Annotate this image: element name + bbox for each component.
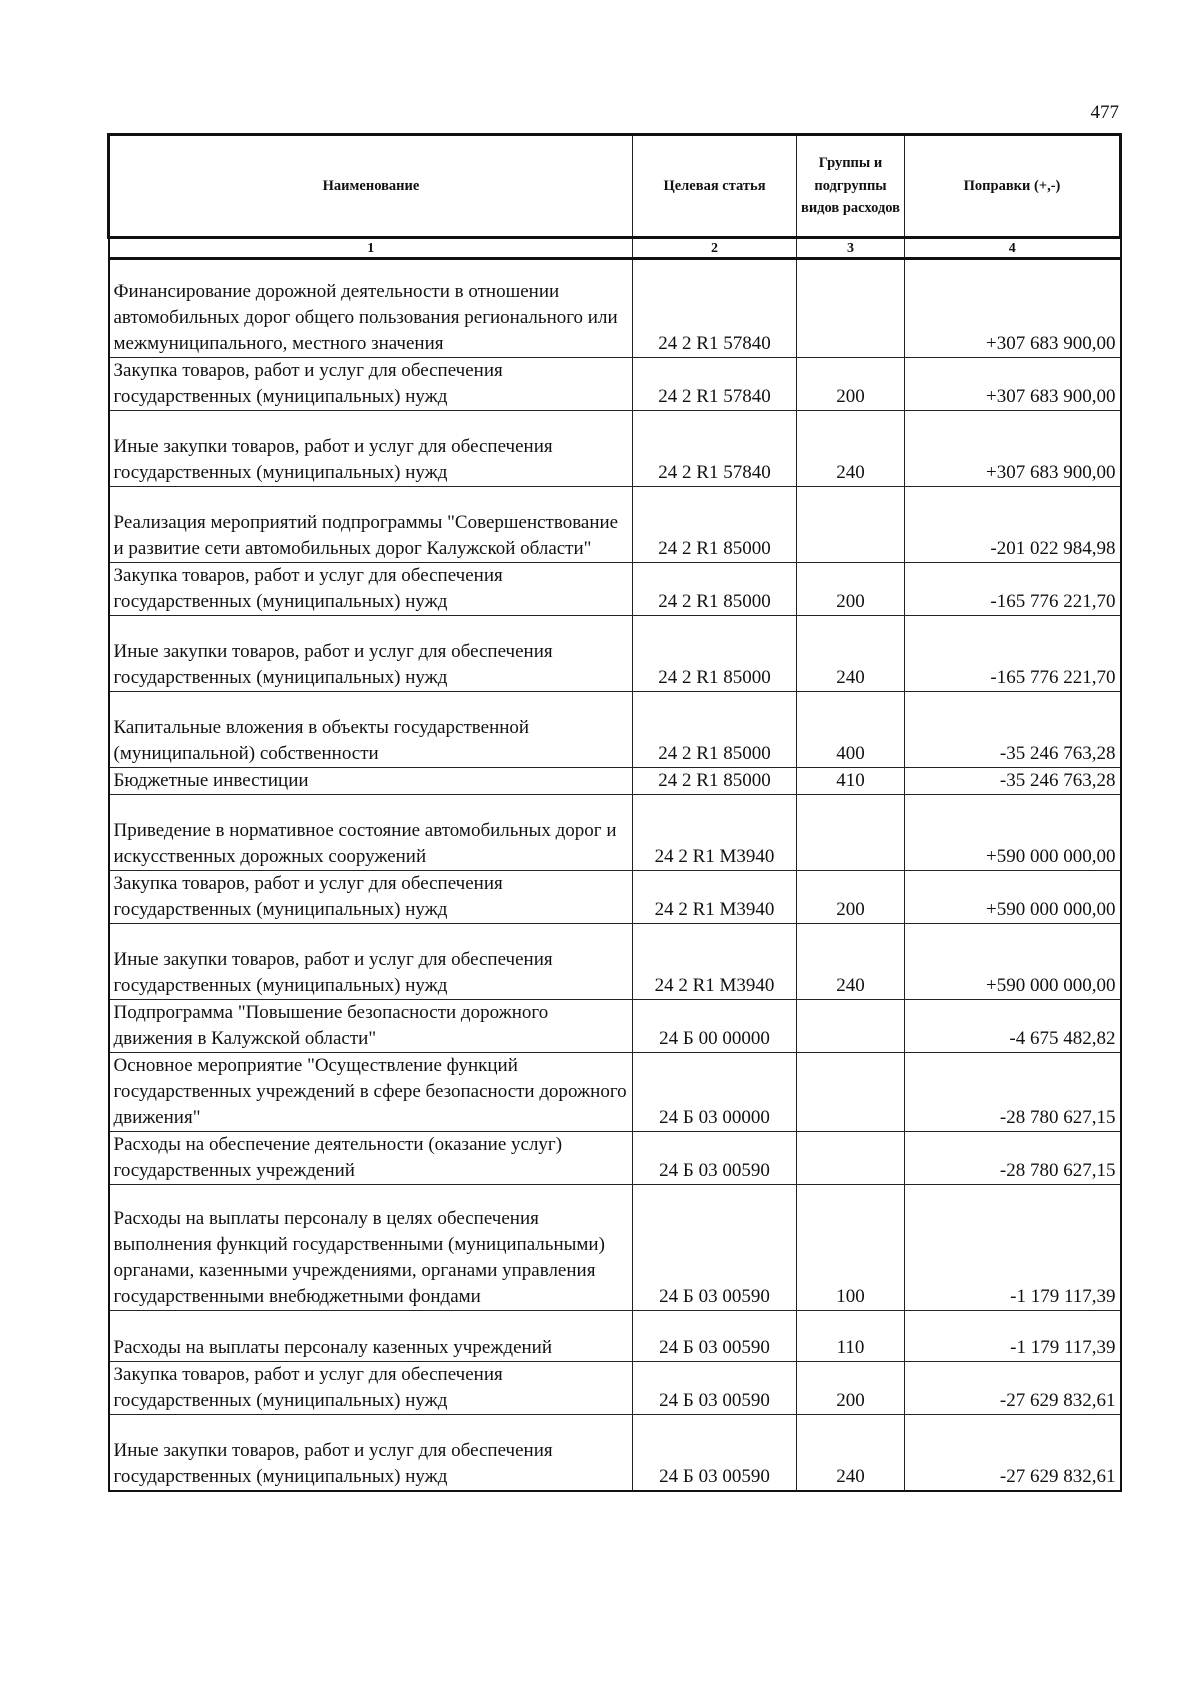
header-code: Целевая статья [633,135,797,238]
column-number: 4 [905,238,1121,259]
row-amendment-amount: -27 629 832,61 [905,1362,1121,1415]
row-amendment-amount: -35 246 763,28 [905,768,1121,795]
row-target-article: 24 Б 03 00590 [633,1362,797,1415]
row-name: Бюджетные инвестиции [109,768,633,795]
row-target-article: 24 2 R1 85000 [633,487,797,563]
row-target-article: 24 2 R1 85000 [633,616,797,692]
table-row [109,563,1121,616]
row-name: Иные закупки товаров, работ и услуг для обеспечения государственных (муниципальных) нужд [109,924,633,1000]
row-name: Реализация мероприятий подпрограммы "Совершенствование и развитие сети автомобильных дорог Калужской области" [109,487,633,563]
row-expense-group [797,259,905,358]
row-amendment-amount: -201 022 984,98 [905,487,1121,563]
row-name: Закупка товаров, работ и услуг для обеспечения государственных (муниципальных) нужд [109,358,633,411]
row-amendment-amount: -4 675 482,82 [905,1000,1121,1053]
table-row [109,768,1121,795]
row-name: Иные закупки товаров, работ и услуг для обеспечения государственных (муниципальных) нужд [109,616,633,692]
row-amendment-amount: +307 683 900,00 [905,411,1121,487]
table-body [109,259,1121,1491]
row-amendment-amount: +590 000 000,00 [905,871,1121,924]
row-name: Капитальные вложения в объекты государственной (муниципальной) собственности [109,692,633,768]
row-target-article: 24 Б 03 00590 [633,1132,797,1185]
header-group: Группы и подгруппы видов расходов [797,135,905,238]
table-row [109,1053,1121,1132]
table-row [109,1185,1121,1311]
row-amendment-amount: +590 000 000,00 [905,795,1121,871]
row-target-article: 24 Б 00 00000 [633,1000,797,1053]
row-expense-group: 200 [797,358,905,411]
row-target-article: 24 2 R1 57840 [633,358,797,411]
column-number: 2 [633,238,797,259]
table-row [109,487,1121,563]
budget-table [107,133,1122,1492]
header-name: Наименование [109,135,633,238]
row-expense-group: 100 [797,1185,905,1311]
row-target-article: 24 2 R1 85000 [633,563,797,616]
table-row [109,616,1121,692]
row-target-article: 24 2 R1 85000 [633,768,797,795]
row-expense-group [797,1053,905,1132]
row-name: Приведение в нормативное состояние автомобильных дорог и искусственных дорожных сооружений [109,795,633,871]
row-expense-group [797,1000,905,1053]
row-expense-group: 240 [797,411,905,487]
table-row [109,692,1121,768]
row-name: Финансирование дорожной деятельности в отношении автомобильных дорог общего пользования регионального или межмуниципального, местного значения [109,259,633,358]
row-name: Иные закупки товаров, работ и услуг для обеспечения государственных (муниципальных) нужд [109,411,633,487]
row-name: Подпрограмма "Повышение безопасности дорожного движения в Калужской области" [109,1000,633,1053]
row-amendment-amount: +307 683 900,00 [905,358,1121,411]
column-number: 1 [109,238,633,259]
row-amendment-amount: +590 000 000,00 [905,924,1121,1000]
row-expense-group [797,1132,905,1185]
row-amendment-amount: -28 780 627,15 [905,1132,1121,1185]
row-expense-group: 410 [797,768,905,795]
row-expense-group: 240 [797,1415,905,1491]
row-target-article: 24 2 R1 M3940 [633,871,797,924]
row-name: Расходы на обеспечение деятельности (оказание услуг) государственных учреждений [109,1132,633,1185]
row-amendment-amount: -1 179 117,39 [905,1311,1121,1362]
row-expense-group [797,487,905,563]
row-expense-group: 240 [797,616,905,692]
row-target-article: 24 Б 03 00000 [633,1053,797,1132]
row-amendment-amount: -165 776 221,70 [905,616,1121,692]
row-expense-group: 200 [797,1362,905,1415]
row-amendment-amount: -28 780 627,15 [905,1053,1121,1132]
header-amount: Поправки (+,-) [905,135,1121,238]
table-row [109,1000,1121,1053]
table-row [109,358,1121,411]
table-row [109,411,1121,487]
row-amendment-amount: -165 776 221,70 [905,563,1121,616]
row-amendment-amount: -1 179 117,39 [905,1185,1121,1311]
row-target-article: 24 2 R1 M3940 [633,924,797,1000]
row-expense-group [797,795,905,871]
table-row [109,1311,1121,1362]
row-target-article: 24 2 R1 M3940 [633,795,797,871]
table-row [109,924,1121,1000]
table-row [109,871,1121,924]
row-amendment-amount: -27 629 832,61 [905,1415,1121,1491]
row-amendment-amount: -35 246 763,28 [905,692,1121,768]
column-number-row [109,238,1121,259]
table-row [109,1415,1121,1491]
row-name: Расходы на выплаты персоналу казенных учреждений [109,1311,633,1362]
row-target-article: 24 2 R1 57840 [633,411,797,487]
row-expense-group: 110 [797,1311,905,1362]
table-row [109,1132,1121,1185]
row-name: Закупка товаров, работ и услуг для обеспечения государственных (муниципальных) нужд [109,563,633,616]
row-name: Закупка товаров, работ и услуг для обеспечения государственных (муниципальных) нужд [109,1362,633,1415]
row-target-article: 24 Б 03 00590 [633,1415,797,1491]
row-target-article: 24 2 R1 85000 [633,692,797,768]
row-expense-group: 240 [797,924,905,1000]
row-name: Основное мероприятие "Осуществление функций государственных учреждений в сфере безопасности дорожного движения" [109,1053,633,1132]
row-expense-group: 200 [797,563,905,616]
page-number: 477 [1090,102,1119,123]
row-expense-group: 400 [797,692,905,768]
row-amendment-amount: +307 683 900,00 [905,259,1121,358]
row-name: Расходы на выплаты персоналу в целях обеспечения выполнения функций государственными (муниципальными) органами, казенными учреждениями, органами управления государственными внебюджетными фондами [109,1185,633,1311]
row-target-article: 24 Б 03 00590 [633,1185,797,1311]
budget-table-container [107,133,1119,1492]
table-row [109,1362,1121,1415]
row-target-article: 24 2 R1 57840 [633,259,797,358]
row-name: Иные закупки товаров, работ и услуг для обеспечения государственных (муниципальных) нужд [109,1415,633,1491]
table-row [109,795,1121,871]
row-target-article: 24 Б 03 00590 [633,1311,797,1362]
row-expense-group: 200 [797,871,905,924]
row-name: Закупка товаров, работ и услуг для обеспечения государственных (муниципальных) нужд [109,871,633,924]
table-header-row [109,135,1121,238]
column-number: 3 [797,238,905,259]
table-row [109,259,1121,358]
